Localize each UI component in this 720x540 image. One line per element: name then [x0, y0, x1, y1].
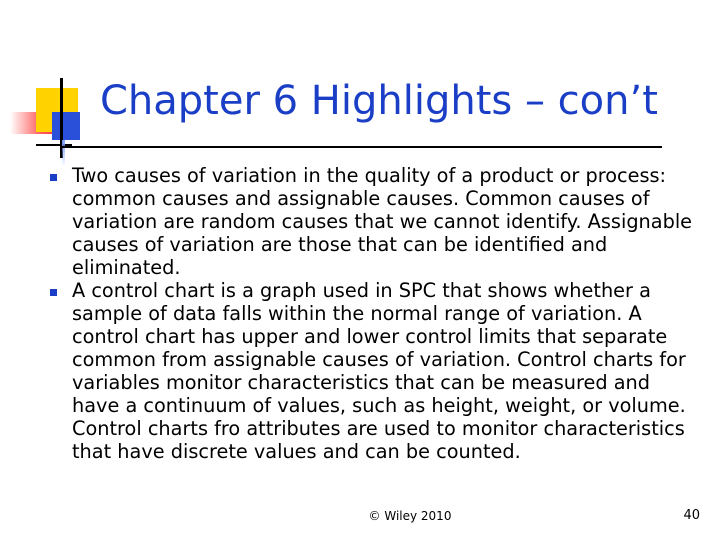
bullet-item-2 — [50, 279, 700, 463]
slide-title: Chapter 6 Highlights – con’t — [100, 78, 658, 124]
logo-fade-line — [62, 140, 65, 166]
square-bullet-icon — [50, 289, 57, 296]
title-underline — [62, 146, 662, 148]
bullet-list — [50, 164, 700, 463]
bullet-text: Two causes of variation in the quality of a product or process: common causes and assignable causes. Common causes of variation are random causes that we cannot identify. Assignable causes of variation are those that can be identified and eliminated. — [72, 164, 693, 279]
page-number: 40 — [683, 508, 700, 523]
template-logo-decoration — [0, 0, 110, 170]
bullet-text: A control chart is a graph used in SPC that shows whether a sample of data falls within the normal range of variation. A control chart has upper and lower control limits that separate common from assignable causes of variation. Control charts for variables monitor characteristics that can be measured and have a continuum of values, such as height, weight, or volume. Control charts fro attributes are used to monitor characteristics that have discrete values and can be counted. — [72, 279, 686, 463]
bullet-item-1 — [50, 164, 700, 279]
footer-copyright: © Wiley 2010 — [368, 509, 452, 523]
square-bullet-icon — [50, 174, 57, 181]
logo-blue-square — [52, 112, 80, 140]
